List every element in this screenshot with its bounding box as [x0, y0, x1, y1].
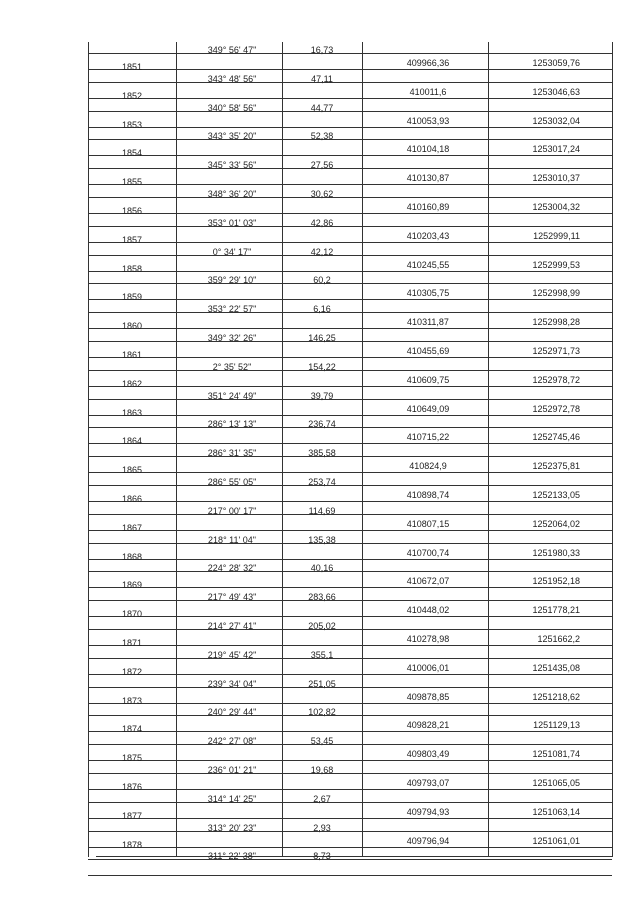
segment-bearing: 349° 32' 26" [207, 333, 257, 343]
col-border-x [362, 42, 363, 857]
point-number: 1858 [121, 264, 143, 274]
segment-bearing: 239° 34' 04" [207, 679, 257, 689]
point-number: 1875 [121, 753, 143, 763]
segment-distance: 154,22 [308, 362, 336, 372]
point-x-coordinate: 410305,75 [406, 288, 450, 298]
segment-distance: 60,2 [313, 275, 331, 285]
point-number: 1870 [121, 609, 143, 619]
segment-distance: 355,1 [310, 650, 334, 660]
segment-distance: 2,67 [313, 794, 331, 804]
point-x-coordinate: 410448,02 [406, 605, 450, 615]
point-y-coordinate: 1251662,2 [537, 634, 580, 644]
point-y-coordinate: 1252745,46 [532, 432, 580, 442]
segment-distance: 16,73 [310, 45, 334, 55]
point-y-coordinate: 1251980,33 [532, 548, 580, 558]
segment-bearing: 343° 48' 56" [207, 74, 257, 84]
segment-distance: 251,05 [308, 679, 336, 689]
segment-distance: 236,74 [308, 419, 336, 429]
point-x-coordinate: 410130,87 [406, 173, 450, 183]
point-number: 1862 [121, 379, 143, 389]
segment-distance: 135,38 [308, 535, 336, 545]
point-y-coordinate: 1252971,73 [532, 346, 580, 356]
point-x-coordinate: 410160,89 [406, 202, 450, 212]
point-x-coordinate: 410898,74 [406, 490, 450, 500]
point-number: 1851 [121, 62, 143, 72]
segment-bearing: 218° 11' 04" [208, 535, 256, 545]
segment-distance: 19,68 [310, 765, 334, 775]
point-number: 1876 [121, 782, 143, 792]
segment-distance: 52,38 [310, 131, 334, 141]
point-x-coordinate: 409796,94 [406, 836, 450, 846]
segment-bearing: 240° 29' 44" [207, 707, 257, 717]
point-x-coordinate: 410609,75 [406, 375, 450, 385]
point-number: 1853 [121, 120, 143, 130]
point-number: 1874 [121, 724, 143, 734]
point-x-coordinate: 410715,22 [406, 432, 450, 442]
segment-distance: 283,66 [308, 592, 336, 602]
segment-bearing: 345° 33' 56" [207, 160, 257, 170]
segment-bearing: 224° 28' 32" [207, 563, 257, 573]
point-x-coordinate: 410824,9 [409, 461, 447, 471]
point-x-coordinate: 409794,93 [406, 807, 450, 817]
segment-bearing: 349° 56' 47" [207, 45, 257, 55]
point-x-coordinate: 409828,21 [406, 720, 450, 730]
point-y-coordinate: 1252998,99 [532, 288, 580, 298]
point-number: 1863 [121, 408, 143, 418]
point-y-coordinate: 1253059,76 [532, 58, 580, 68]
segment-bearing: 351° 24' 49" [207, 391, 257, 401]
segment-bearing: 353° 22' 57" [207, 304, 257, 314]
point-number: 1857 [121, 235, 143, 245]
point-x-coordinate: 409803,49 [406, 749, 450, 759]
point-number: 1868 [121, 552, 143, 562]
point-x-coordinate: 410245,55 [406, 260, 450, 270]
segment-distance: 385,58 [308, 448, 336, 458]
segment-distance: 44,77 [310, 103, 334, 113]
point-number: 1869 [121, 580, 143, 590]
segment-bearing: 286° 31' 35" [207, 448, 257, 458]
segment-bearing: 242° 27' 08" [207, 736, 257, 746]
segment-bearing: 343° 35' 20" [207, 131, 257, 141]
point-x-coordinate: 410455,69 [406, 346, 450, 356]
point-number: 1859 [121, 292, 143, 302]
point-y-coordinate: 1252972,78 [532, 404, 580, 414]
point-x-coordinate: 410053,93 [406, 116, 450, 126]
segment-distance: 27,56 [310, 160, 334, 170]
point-number: 1864 [121, 436, 143, 446]
segment-bearing: 286° 55' 05" [207, 477, 257, 487]
segment-distance: 2,93 [313, 823, 331, 833]
segment-bearing: 236° 01' 21" [207, 765, 257, 775]
point-number: 1877 [121, 811, 143, 821]
point-x-coordinate: 410807,15 [406, 519, 450, 529]
col-border-left [88, 42, 89, 857]
point-y-coordinate: 1251218,62 [532, 692, 580, 702]
point-x-coordinate: 409878,85 [406, 692, 450, 702]
point-y-coordinate: 1252999,53 [532, 260, 580, 270]
point-x-coordinate: 410649,09 [406, 404, 450, 414]
point-x-coordinate: 410311,87 [407, 317, 449, 327]
segment-bearing: 219° 45' 42" [207, 650, 257, 660]
point-y-coordinate: 1252978,72 [532, 375, 580, 385]
point-number: 1867 [121, 523, 143, 533]
point-number: 1855 [121, 177, 143, 187]
point-x-coordinate: 410278,98 [406, 634, 450, 644]
segment-distance: 102,82 [308, 707, 336, 717]
point-x-coordinate: 410006,01 [406, 663, 450, 673]
point-y-coordinate: 1252133,05 [532, 490, 580, 500]
segment-bearing: 217° 00' 17" [207, 506, 257, 516]
segment-distance: 47,11 [311, 74, 333, 84]
point-x-coordinate: 409966,36 [406, 58, 450, 68]
point-x-coordinate: 410700,74 [406, 548, 450, 558]
point-y-coordinate: 1251129,13 [533, 720, 580, 730]
point-number: 1854 [121, 148, 143, 158]
segment-bearing: 0° 34' 17" [212, 247, 252, 257]
point-y-coordinate: 1251952,18 [532, 576, 580, 586]
segment-distance: 42,12 [310, 247, 334, 257]
point-number: 1866 [121, 494, 143, 504]
point-y-coordinate: 1252064,02 [532, 519, 580, 529]
point-y-coordinate: 1252375,81 [532, 461, 580, 471]
point-number: 1861 [121, 350, 143, 360]
point-number: 1878 [121, 840, 143, 850]
point-x-coordinate: 409793,07 [406, 778, 450, 788]
segment-distance: 53,45 [310, 736, 334, 746]
segment-bearing: 353° 01' 03" [207, 218, 257, 228]
segment-distance: 8,73 [313, 851, 331, 861]
segment-distance: 6,16 [313, 304, 331, 314]
segment-distance: 39,79 [310, 391, 334, 401]
segment-bearing: 348° 36' 20" [207, 189, 257, 199]
segment-distance: 30,62 [310, 189, 334, 199]
point-x-coordinate: 410672,07 [406, 576, 450, 586]
point-y-coordinate: 1251778,21 [532, 605, 580, 615]
segment-bearing: 340° 58' 56" [207, 103, 257, 113]
point-number: 1865 [121, 465, 143, 475]
segment-bearing: 359° 29' 10" [207, 275, 257, 285]
point-y-coordinate: 1252999,11 [533, 231, 580, 241]
point-y-coordinate: 1253046,63 [532, 87, 580, 97]
point-y-coordinate: 1252998,28 [532, 317, 580, 327]
segment-bearing: 214° 27' 41" [207, 621, 257, 631]
point-x-coordinate: 410011,6 [409, 87, 447, 97]
point-y-coordinate: 1251435,08 [532, 663, 580, 673]
point-x-coordinate: 410104,18 [406, 144, 450, 154]
point-y-coordinate: 1251061,01 [532, 836, 580, 846]
point-number: 1873 [121, 696, 143, 706]
col-border-right [612, 42, 613, 857]
segment-distance: 42,86 [310, 218, 334, 228]
point-number: 1871 [121, 638, 143, 648]
segment-bearing: 286° 13' 13" [207, 419, 257, 429]
point-number: 1856 [121, 206, 143, 216]
segment-distance: 253,74 [308, 477, 336, 487]
point-x-coordinate: 410203,43 [406, 231, 450, 241]
col-border-bearing [176, 42, 177, 857]
segment-bearing: 313° 20' 23" [207, 823, 257, 833]
point-y-coordinate: 1253004,32 [532, 202, 580, 212]
segment-bearing: 311° 22' 38" [208, 851, 256, 861]
point-y-coordinate: 1251065,05 [532, 778, 580, 788]
point-y-coordinate: 1253010,37 [532, 173, 580, 183]
point-y-coordinate: 1253017,24 [532, 144, 580, 154]
segment-distance: 114,69 [308, 506, 336, 516]
point-number: 1872 [121, 667, 143, 677]
point-number: 1852 [121, 91, 143, 101]
point-y-coordinate: 1253032,04 [532, 116, 580, 126]
segment-distance: 40,16 [310, 563, 334, 573]
point-y-coordinate: 1251063,14 [532, 807, 580, 817]
segment-bearing: 314° 14' 25" [207, 794, 257, 804]
segment-bearing: 217° 49' 43" [207, 592, 257, 602]
half-row-divider [88, 875, 612, 876]
segment-distance: 146,25 [308, 333, 336, 343]
point-number: 1860 [121, 321, 143, 331]
segment-bearing: 2° 35' 52" [212, 362, 252, 372]
point-y-coordinate: 1251081,74 [532, 749, 580, 759]
col-border-y [488, 42, 489, 857]
segment-distance: 205,02 [308, 621, 336, 631]
